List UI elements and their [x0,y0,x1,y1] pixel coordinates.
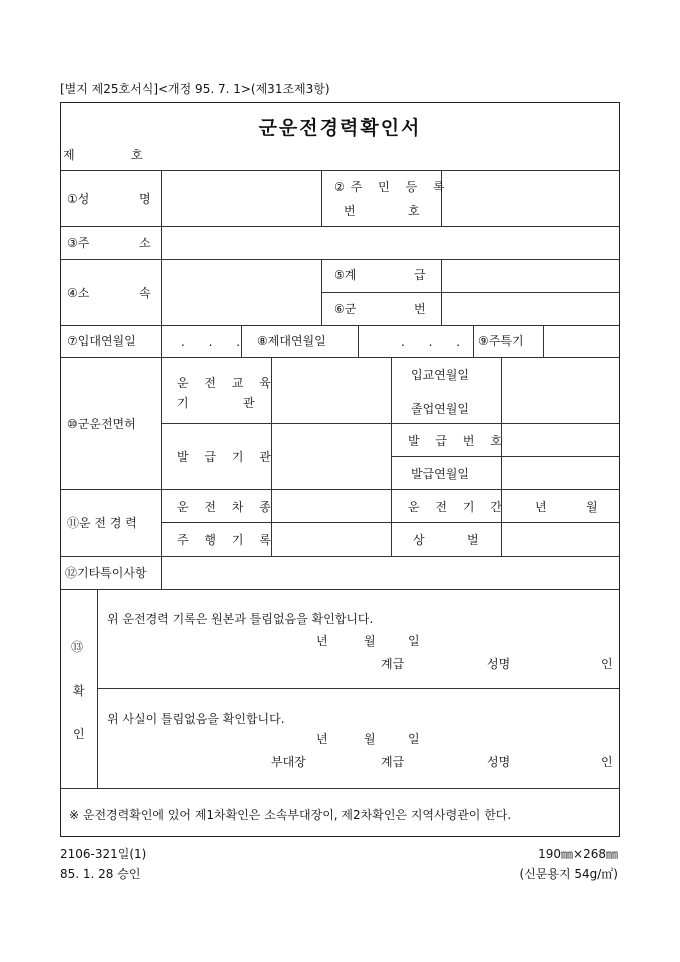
issue-no-label: 발 급 번 호 [408,434,508,448]
first-confirm-name: 성명 [487,657,511,671]
divider [321,259,322,325]
rrn-label: ②주 민 등 록 [334,180,451,194]
awards-label-end: 벌 [467,533,479,547]
first-confirm-seal[interactable]: 인 [601,657,613,671]
second-confirm-seal[interactable]: 인 [601,755,613,769]
unit-field[interactable] [162,260,320,324]
enlist-date-label: ⑦입대연월일 [67,334,136,348]
first-confirm-day: 일 [408,634,420,648]
unit-label-end: 속 [139,286,151,300]
school-grad-label: 졸업연월일 [411,402,469,416]
second-confirm-statement: 위 사실이 틀림없음을 확인합니다. [107,712,285,726]
rank-field[interactable] [442,260,618,291]
second-confirm-year: 년 [316,732,328,746]
address-label-end: 소 [139,236,151,250]
confirmation-form [60,102,620,837]
divider [97,688,619,689]
footnote: ※ 운전경력확인에 있어 제1차확인은 소속부대장이, 제2차확인은 지역사령관이 한다. [69,808,512,822]
school-label-2: 기 [177,396,189,410]
divider [61,589,619,590]
school-entry-label: 입교연월일 [411,368,469,382]
enlist-date-field[interactable]: . . . [181,335,251,349]
second-confirm-rank: 계급 [381,755,405,769]
discharge-date-label: ⑧제대연월일 [257,334,326,348]
awards-field[interactable] [502,523,618,555]
divider [473,325,474,357]
second-confirm-name: 성명 [487,755,511,769]
address-field[interactable] [162,227,618,258]
discharge-date-field[interactable]: . . . [401,335,471,349]
service-no-label: ⑥군 [334,302,357,316]
paper-size: 190㎜×268㎜ [538,847,618,861]
driving-period-year: 년 [535,500,547,514]
other-notes-label: ⑫기타특이사항 [65,566,147,580]
specialty-field[interactable] [544,326,618,356]
vehicle-type-field[interactable] [272,490,390,521]
divider [161,357,162,589]
divider [321,170,322,226]
name-label-end: 명 [139,192,151,206]
issue-date-field[interactable] [502,457,618,488]
school-grad-field[interactable] [502,391,618,422]
document-title: 군운전경력확인서 [258,117,422,139]
issuer-field[interactable] [272,424,390,488]
school-label: 운 전 교 육 [177,376,277,390]
divider [97,589,98,788]
first-confirm-statement: 위 운전경력 기록은 원본과 틀림없음을 확인합니다. [107,612,374,626]
rrn-label-2: 번 [344,204,356,218]
awards-label: 상 [413,533,425,547]
number-label-prefix: 제 [63,148,75,162]
service-no-label-end: 번 [414,302,426,316]
approval-date: 85. 1. 28 승인 [60,867,141,881]
other-notes-field[interactable] [162,557,618,588]
name-field[interactable] [162,171,320,225]
rrn-field[interactable] [442,171,618,225]
rank-label-end: 급 [414,268,426,282]
driving-period-month: 월 [586,500,598,514]
school-entry-field[interactable] [502,358,618,389]
driving-period-label: 운 전 기 간 [408,500,508,514]
unit-label: ④소 [67,286,90,300]
rank-label: ⑤계 [334,268,357,282]
vehicle-type-label: 운 전 차 종 [177,500,277,514]
divider [358,325,359,357]
confirm-label-1: 확 [73,684,85,698]
issue-no-field[interactable] [502,424,618,455]
divider [391,357,392,556]
mileage-label: 주 행 기 록 [177,533,277,547]
specialty-label: ⑨주특기 [478,334,524,348]
service-no-field[interactable] [442,293,618,324]
confirm-label-2: 인 [73,727,85,741]
second-confirm-month: 월 [364,732,376,746]
paper-type: (신문용지 54g/㎡) [519,867,618,881]
issue-date-label: 발급연월일 [411,467,469,481]
address-label: ③주 [67,236,90,250]
confirm-marker: ⑬ [71,640,84,654]
divider [61,325,619,326]
license-label: ⑩군운전면허 [67,417,136,431]
school-label-3: 관 [243,396,255,410]
rrn-label-3: 호 [408,204,420,218]
first-confirm-year: 년 [316,634,328,648]
name-label: ①성 [67,192,90,206]
number-label-suffix: 호 [131,148,143,162]
mileage-field[interactable] [272,523,390,555]
form-reference: [별지 제25호서식]<개정 95. 7. 1>(제31조제3항) [60,82,330,96]
issuer-label: 발 급 기 관 [177,450,277,464]
divider [61,788,619,789]
form-code: 2106-321일(1) [60,847,147,861]
first-confirm-rank: 계급 [381,657,405,671]
second-confirm-day: 일 [408,732,420,746]
driving-career-label: ⑪운 전 경 력 [67,516,137,530]
school-field[interactable] [272,358,390,422]
first-confirm-month: 월 [364,634,376,648]
second-confirm-deputy: 부대장 [271,755,306,769]
